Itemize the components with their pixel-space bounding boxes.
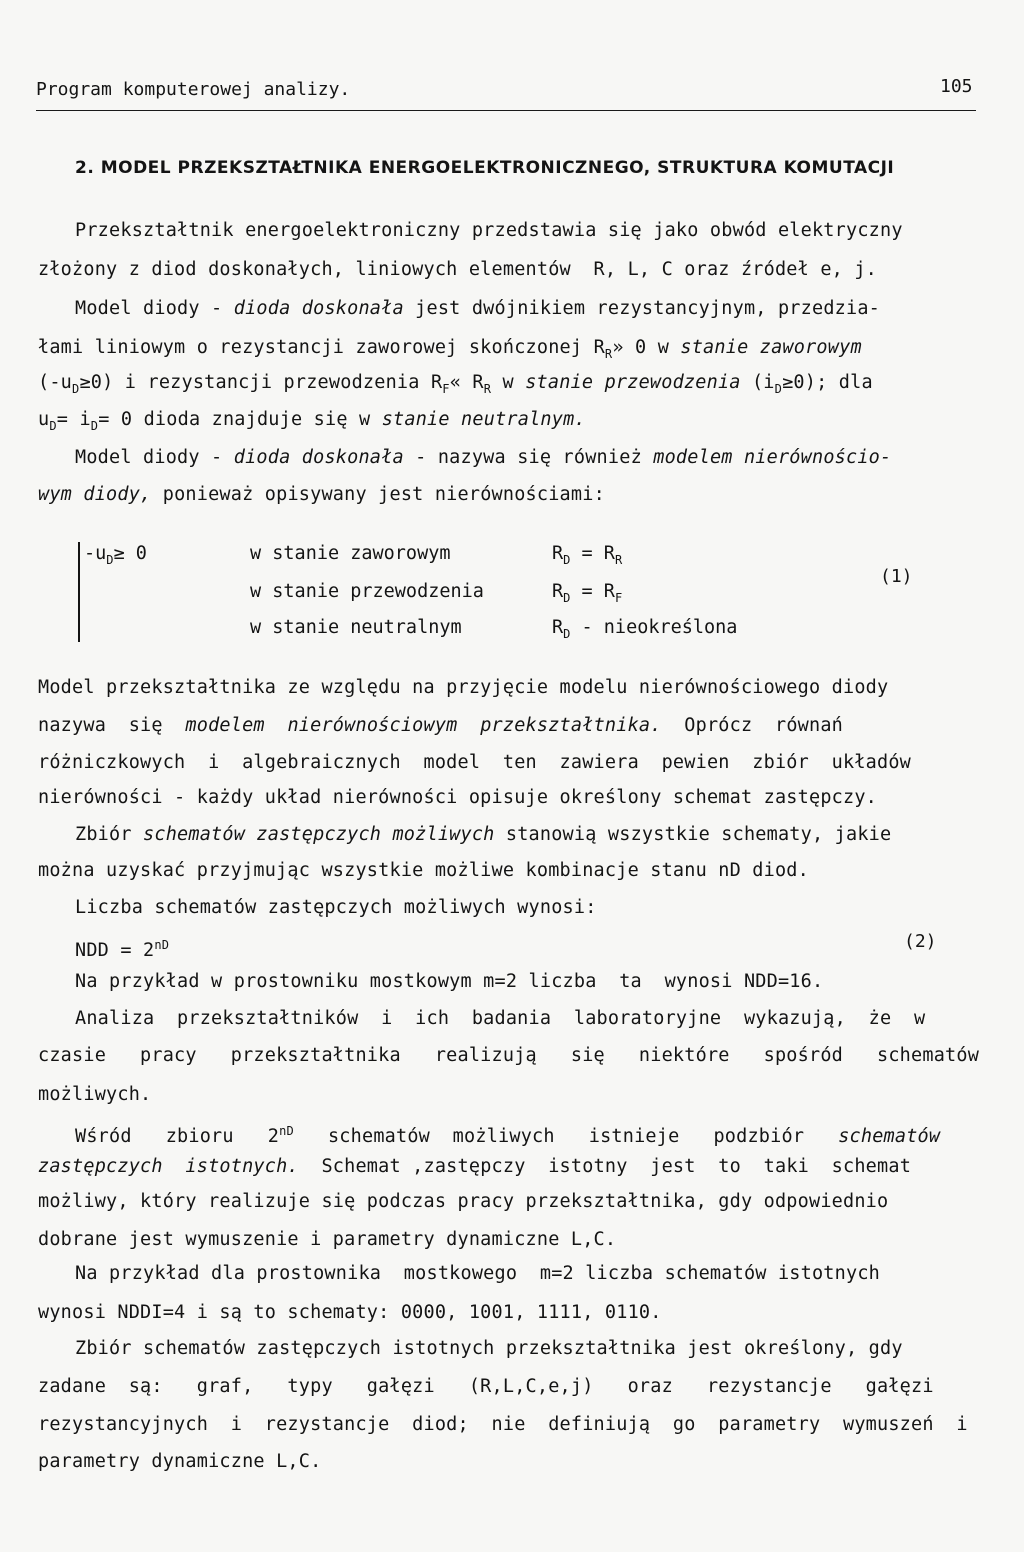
paragraph-line: Przekształtnik energoelektroniczny przedstawia się jako obwód elektryczny: [75, 220, 903, 241]
paragraph-line: $u_D= i_D= 0$ dioda znajduje się w stanie neutralnym.: [38, 409, 586, 433]
paragraph-line: Model przekształtnika ze względu na przyjęcie modelu nierównościowego diody: [38, 677, 889, 698]
formula-ndd: NDD = 2nD: [75, 938, 170, 961]
paragraph-line: Wśród zbioru 2nD schematów możliwych istnieje podzbiór schematów: [75, 1124, 941, 1147]
header-rule: [36, 110, 976, 111]
paragraph-line: wynosi NDDI=4 i są to schematy: 0000, 1001, 1111, 0110.: [38, 1302, 662, 1323]
page-number: 105: [940, 76, 973, 97]
system-row-formula: $R_D = R_F$: [552, 581, 623, 605]
paragraph-line: Zbiór schematów zastępczych istotnych przekształtnika jest określony, gdy: [75, 1338, 903, 1359]
paragraph-line: Analiza przekształtników i ich badania laboratoryjne wykazują, że w: [75, 1008, 926, 1029]
system-row-label: w stanie przewodzenia: [250, 581, 484, 602]
paragraph-line: parametry dynamiczne L,C.: [38, 1451, 322, 1472]
paragraph-line: nazywa się modelem nierównościowym przekształtnika. Oprócz równań: [38, 715, 844, 736]
paragraph-line: czasie pracy przekształtnika realizują się niektóre spośród schematów: [38, 1045, 980, 1066]
section-heading: 2. MODEL PRZEKSZTAŁTNIKA ENERGOELEKTRONICZNEGO, STRUKTURA KOMUTACJI: [75, 158, 895, 178]
paragraph-line: Zbiór schematów zastępczych możliwych stanowią wszystkie schematy, jakie: [75, 824, 892, 845]
running-header-title: Program komputerowej analizy.: [36, 79, 351, 100]
system-row-label: w stanie neutralnym: [250, 617, 462, 638]
paragraph-line: zadane są: graf, typy gałęzi (R,L,C,e,j) oraz rezystancje gałęzi: [38, 1376, 934, 1397]
paragraph-line: zastępczych istotnych. Schemat ,zastępczy istotny jest to taki schemat: [38, 1156, 912, 1177]
equation-number: (2): [904, 931, 937, 952]
system-bracket: [78, 542, 80, 642]
paragraph-line: rezystancyjnych i rezystancje diod; nie definiują go parametry wymuszeń i: [38, 1414, 968, 1435]
paragraph-line: różniczkowych i algebraicznych model ten zawiera pewien zbiór układów: [38, 752, 912, 773]
paragraph-line: łami liniowym o rezystancji zaworowej skończonej $R_R$» 0 w stanie zaworowym: [38, 337, 862, 361]
equation-number: (1): [880, 566, 913, 587]
paragraph-line: dobrane jest wymuszenie i parametry dynamiczne L,C.: [38, 1229, 617, 1250]
paragraph-line: $(-u_D\ge 0)$ i rezystancji przewodzenia $R_F«$ $R_R$ w stanie przewodzenia $(i_D\ge 0)$; dla: [38, 372, 873, 396]
paragraph-line: można uzyskać przyjmując wszystkie możliwe kombinacje stanu nD diod.: [38, 860, 809, 881]
system-condition: $-u_D\ge 0$: [84, 543, 147, 567]
system-row-formula: $R_D$ - nieokreślona: [552, 617, 738, 641]
system-row-label: w stanie zaworowym: [250, 543, 451, 564]
paragraph-line: możliwych.: [38, 1084, 152, 1105]
paragraph-line: Na przykład dla prostownika mostkowego m=2 liczba schematów istotnych: [75, 1263, 880, 1284]
paragraph-line: złożony z diod doskonałych, liniowych elementów R, L, C oraz źródeł e, j.: [38, 259, 878, 280]
paragraph-line: nierówności - każdy układ nierówności opisuje określony schemat zastępczy.: [38, 787, 878, 808]
paragraph-line: możliwy, który realizuje się podczas pracy przekształtnika, gdy odpowiednio: [38, 1191, 889, 1212]
system-row-formula: $R_D = R_R$: [552, 543, 623, 567]
paragraph-line: Model diody - dioda doskonała jest dwójnikiem rezystancyjnym, przedzia-: [75, 298, 881, 319]
paragraph-line: wym diody, ponieważ opisywany jest nierównościami:: [38, 484, 605, 505]
paragraph-line: Model diody - dioda doskonała - nazywa się również modelem nierównościo-: [75, 447, 892, 468]
paragraph-line: Liczba schematów zastępczych możliwych wynosi:: [75, 897, 597, 918]
paragraph-line: Na przykład w prostowniku mostkowym m=2 liczba ta wynosi NDD=16.: [75, 971, 824, 992]
